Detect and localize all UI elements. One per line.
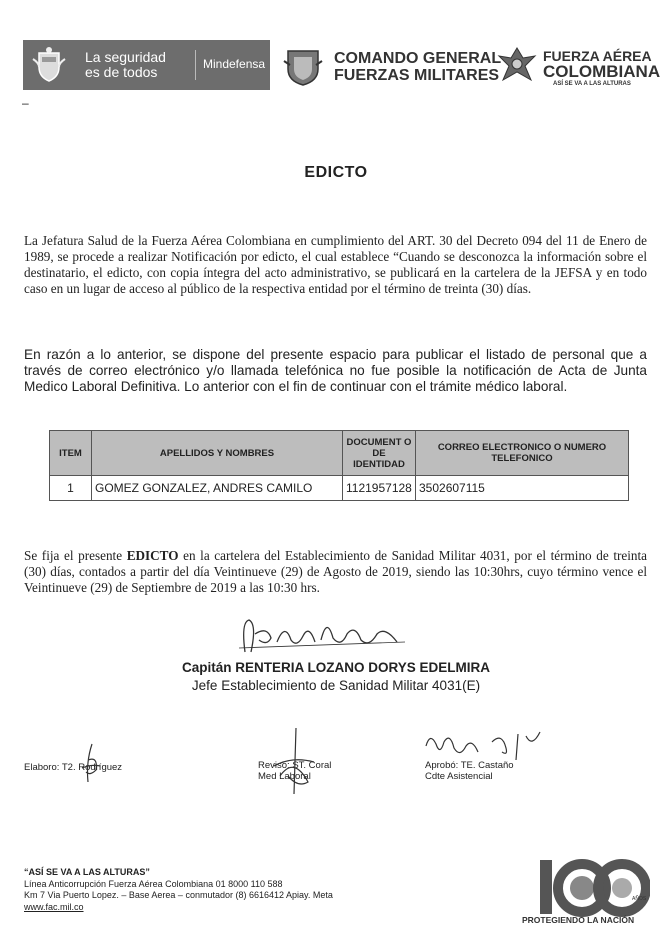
reviso-label: Reviso: ST. Coral Med Laboral [258,760,332,782]
document-title: EDICTO [304,164,368,181]
reviso-signature-icon [268,726,318,796]
badge-years-label: AÑOS [632,896,647,902]
banner-divider [195,50,196,80]
cell-item: 1 [50,476,92,501]
cell-name: GOMEZ GONZALEZ, ANDRES CAMILO [92,476,343,501]
signatory-role: Jefe Establecimiento de Sanidad Militar 4031(E) [191,678,481,693]
colombia-coat-of-arms-icon [29,45,69,85]
cell-document: 1121957128 [343,476,416,501]
main-signature-icon [237,612,407,658]
fac-wings-emblem-icon [497,44,537,88]
fac-slogan-small: ASÍ SE VA A LAS ALTURAS [553,81,631,87]
col-contact: CORREO ELECTRONICO O NUMERO TELEFONICO [416,431,629,476]
signatory-name: Capitán RENTERIA LOZANO DORYS EDELMIRA [181,660,490,675]
table-row [50,476,629,501]
paragraph-purpose: En razón a lo anterior, se dispone del presente espacio para publicar el listado de personal que a través de correo electrónico y/o llamada telefónica no fue posible la notificación de Acta de Junta Medico Laboral Definitiva. Lo anterior con el fin de continuar con el trámite médico laboral. [24,347,647,394]
comando-general-text: COMANDO GENERAL FUERZAS MILITARES [334,50,502,84]
fac-text-line2: COLOMBIANA [543,62,661,81]
mindefensa-banner [23,40,270,90]
fixing-pre: Se fija el presente [24,548,127,563]
col-item: ITEM [50,431,92,476]
footer-anticorruption-line: Línea Anticorrupción Fuerza Aérea Colombiana 01 8000 110 588 [24,878,283,889]
personnel-table [49,430,629,501]
ministry-label: Mindefensa [203,57,266,71]
elaboro-label: Elaboro: T2. Rodríguez [24,762,123,773]
footer-info [24,867,333,913]
table-header-row [50,431,629,476]
aprobo-signature-icon [422,728,547,764]
comando-general-emblem-icon [282,45,324,87]
footer-address-line: Km 7 Via Puerto Lopez. – Base Aerea – conmutador (8) 6616412 Apiay. Meta [24,890,333,900]
aprobo-label: Aprobó: TE. Castaño Cdte Asistencial [425,760,514,782]
fixing-post: en la cartelera del Establecimiento de Sanidad Militar 4031, por el término de treinta (30) días, contados a partir del día Veintinueve (29) de Agosto de 2019, siendo las 10:30hrs, cuyo término vence el Veintinueve (29) de Septiembre de 2019 a las 10:30 hrs. [24,548,647,595]
100-years-badge-icon [530,852,650,918]
badge-motto: PROTEGIENDO LA NACIÓN [522,915,635,925]
elaboro-signature-icon [78,742,104,786]
fixing-bold: EDICTO [126,548,179,563]
paragraph-fixing [24,548,647,596]
cell-contact: 3502607115 [416,476,629,501]
fac-text-line1: FUERZA AÉREA [543,48,652,64]
col-document: DOCUMENT O DE IDENTIDAD [343,431,416,476]
footer-slogan: “ASÍ SE VA A LAS ALTURAS” [24,867,150,877]
paragraph-legal-basis: La Jefatura Salud de la Fuerza Aérea Colombiana en cumplimiento del ART. 30 del Decreto 094 del 11 de Enero de 1989, se procede a realizar Notificación por edicto, el cual establece “Cuando se desconozca la información sobre el destinatario, el edicto, con copia íntegra del acto administrativo, se publicará en la cartelera de la JEFSA y en todo caso en un lugar de acceso al público de la respectiva entidad por el término de treinta (30) días. [24,233,647,296]
col-names: APELLIDOS Y NOMBRES [92,431,343,476]
footer-website-link[interactable]: www.fac.mil.co [24,901,84,912]
header-dash: – [22,96,29,110]
slogan-text: La seguridad es de todos [85,49,166,80]
